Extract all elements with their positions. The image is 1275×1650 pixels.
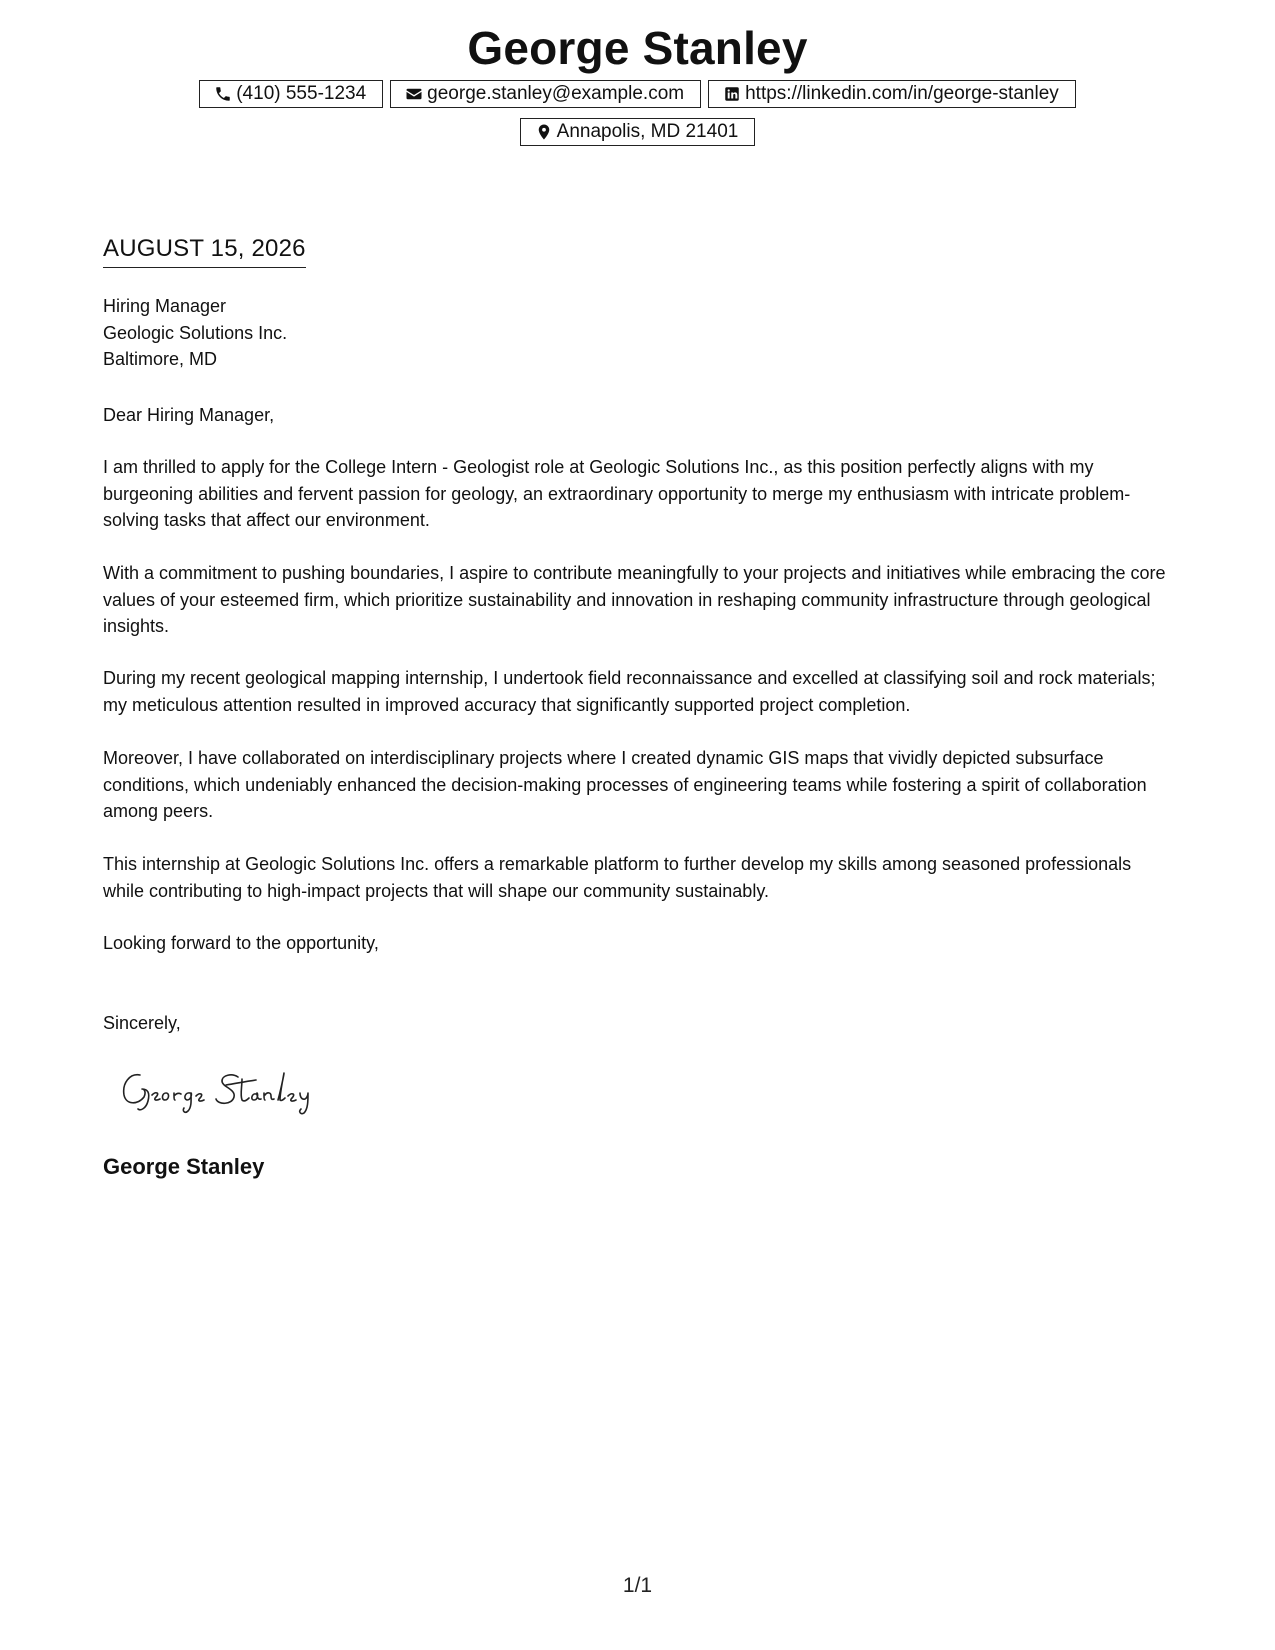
phone-text: (410) 555-1234 <box>236 83 367 104</box>
location-text: Annapolis, MD 21401 <box>556 121 739 142</box>
paragraph-1: I am thrilled to apply for the College Intern - Geologist role at Geologic Solutions Inc., as this position perfectly aligns with my burgeoning abilities and fervent passion for geology, an extraordinary opportunity to merge my enthusiasm with intricate problem-solving tasks that affect our environment. <box>103 457 1131 530</box>
signer-name: George Stanley <box>103 1154 265 1179</box>
paragraph-2: With a commitment to pushing boundaries, I aspire to contribute meaningfully to your projects and initiatives while embracing the core values of your esteemed firm, which prioritize sustainability and innovation in reshaping community infrastructure through geological insights. <box>103 563 1166 636</box>
paragraph-4: Moreover, I have collaborated on interdisciplinary projects where I created dynamic GIS maps that vividly depicted subsurface conditions, which undeniably enhanced the decision-making processes of engineering teams while fostering a spirit of collaboration among peers. <box>103 748 1147 821</box>
applicant-name: George Stanley <box>467 22 808 74</box>
email-text[interactable]: george.stanley@example.com <box>427 83 685 104</box>
recipient-location: Baltimore, MD <box>103 349 218 369</box>
paragraph-5: This internship at Geologic Solutions Inc. offers a remarkable platform to further develop my skills among seasoned professionals while contributing to high-impact projects that will shape our community sustainably. <box>103 854 1132 901</box>
recipient-block <box>103 293 287 373</box>
linkedin-text[interactable]: https://linkedin.com/in/george-stanley <box>745 83 1059 104</box>
letter-date: AUGUST 15, 2026 <box>103 234 306 268</box>
linkedin-chip[interactable] <box>708 80 1076 108</box>
greeting: Dear Hiring Manager, <box>103 405 275 425</box>
paragraph-3: During my recent geological mapping internship, I undertook field reconnaissance and excelled at classifying soil and rock materials; my meticulous attention resulted in improved accuracy that significantly supported project completion. <box>103 668 1156 715</box>
linkedin-icon <box>723 85 741 103</box>
sign-off: Sincerely, <box>103 1013 181 1033</box>
envelope-icon <box>405 85 423 103</box>
phone-icon <box>214 85 232 103</box>
contact-row-location <box>0 118 1275 146</box>
recipient-company: Geologic Solutions Inc. <box>103 322 288 343</box>
page-number: 1/1 <box>622 1574 653 1597</box>
location-chip <box>520 118 756 146</box>
email-chip[interactable] <box>390 80 701 108</box>
handwritten-signature <box>118 1063 358 1119</box>
map-marker-icon <box>535 123 553 141</box>
phone-chip <box>199 80 383 108</box>
contact-row <box>0 80 1275 108</box>
recipient-title: Hiring Manager <box>103 296 227 316</box>
closing-line: Looking forward to the opportunity, <box>103 933 379 953</box>
